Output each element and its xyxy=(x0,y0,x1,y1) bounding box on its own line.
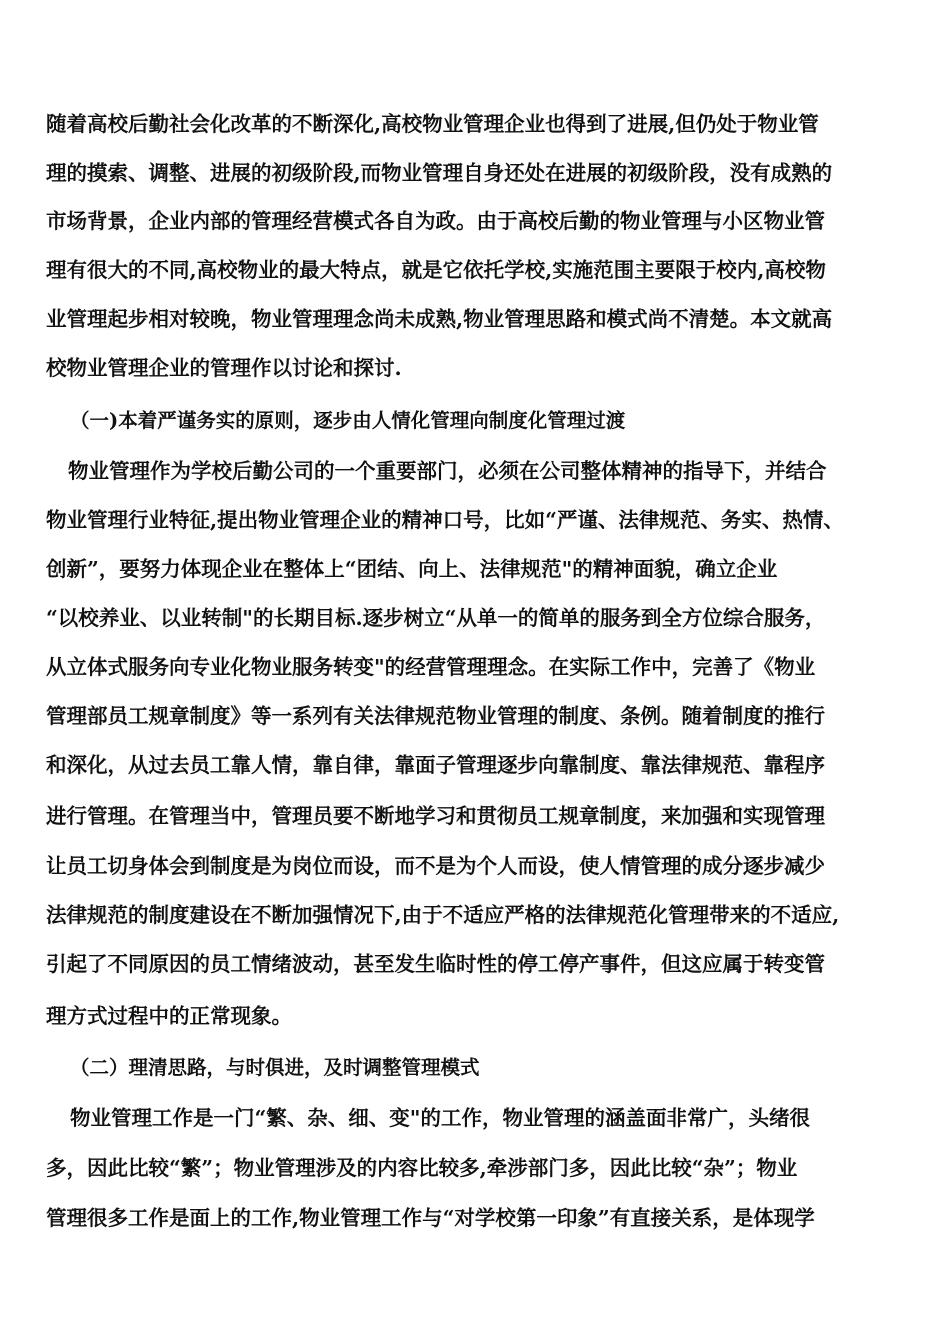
paragraph-line: “以校养业、以业转制"的长期目标.逐步树立“从单一的简单的服务到全方位综合服务， xyxy=(46,606,826,630)
paragraph-line: 业管理起步相对较晚，物业管理理念尚未成熟,物业管理思路和模式尚不清楚。本文就高 xyxy=(46,307,833,331)
paragraph-line: 创新”，要努力体现企业在整体上“团结、向上、法律规范"的精神面貌，确立企业 xyxy=(46,557,778,581)
paragraph-line: 从立体式服务向专业化物业服务转变"的经营管理理念。在实际工作中，完善了《物业 xyxy=(46,655,816,679)
paragraph-line: 理方式过程中的正常现象。 xyxy=(46,1004,292,1028)
paragraph-line: 物业管理作为学校后勤公司的一个重要部门，必须在公司整体精神的指导下，并结合 xyxy=(68,459,827,483)
paragraph-line: 市场背景，企业内部的管理经营模式各自为政。由于高校后勤的物业管理与小区物业管 xyxy=(46,209,825,233)
paragraph-line: 管理很多工作是面上的工作,物业管理工作与“对学校第一印象”有直接关系，是体现学 xyxy=(46,1206,815,1230)
paragraph-line: 法律规范的制度建设在不断加强情况下,由于不适应严格的法律规范化管理带来的不适应, xyxy=(46,903,840,927)
paragraph-line: 校物业管理企业的管理作以讨论和探讨. xyxy=(46,356,402,380)
paragraph-line: 理有很大的不同,高校物业的最大特点，就是它依托学校,实施范围主要限于校内,高校物 xyxy=(46,258,826,282)
section-heading-2: （二）理清思路，与时俱进，及时调整管理模式 xyxy=(70,1056,480,1079)
paragraph-line: 引起了不同原因的员工情绪波动，甚至发生临时性的停工停产事件，但这应属于转变管 xyxy=(46,952,825,976)
paragraph-line: 理的摸索、调整、进展的初级阶段,而物业管理自身还处在进展的初级阶段，没有成熟的 xyxy=(46,161,833,185)
paragraph-line: 管理部员工规章制度》等一系列有关法律规范物业管理的制度、条例。随着制度的推行 xyxy=(46,704,825,728)
paragraph-line: 进行管理。在管理当中，管理员要不断地学习和贯彻员工规章制度，来加强和实现管理 xyxy=(46,804,825,828)
paragraph-line: 物业管理工作是一门“繁、杂、细、变"的工作，物业管理的涵盖面非常广，头绪很 xyxy=(70,1106,810,1130)
section-heading-1: （一)本着严谨务实的原则，逐步由人情化管理向制度化管理过渡 xyxy=(70,409,626,432)
paragraph-line: 多，因此比较“繁”；物业管理涉及的内容比较多,牵涉部门多，因此比较“杂”；物业 xyxy=(46,1156,798,1180)
paragraph-line: 随着高校后勤社会化改革的不断深化,高校物业管理企业也得到了进展,但仍处于物业管 xyxy=(46,112,819,136)
paragraph-line: 让员工切身体会到制度是为岗位而设，而不是为个人而设，使人情管理的成分逐步减少 xyxy=(46,854,825,878)
paragraph-line: 和深化，从过去员工靠人情，靠自律，靠面子管理逐步向靠制度、靠法律规范、靠程序 xyxy=(46,753,825,777)
paragraph-line: 物业管理行业特征,提出物业管理企业的精神口号，比如“严谨、法律规范、务实、热情、 xyxy=(46,508,844,532)
